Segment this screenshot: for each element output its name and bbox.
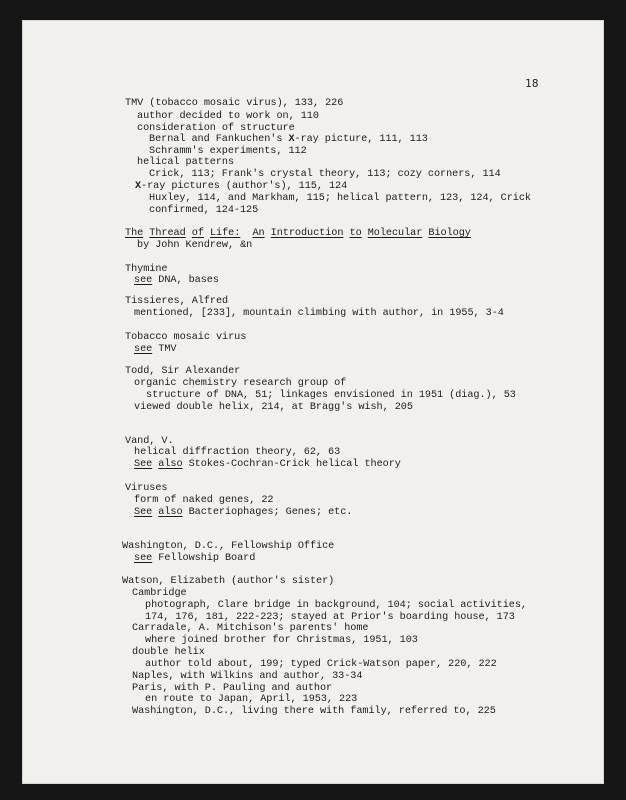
cross-reference	[134, 508, 352, 518]
entry-heading-washington: Washington, D.C., Fellowship Office	[122, 541, 335, 552]
also-link: also	[158, 507, 183, 518]
see-link: see	[134, 344, 153, 355]
title-word: to	[349, 228, 362, 239]
entry-heading-todd: Todd, Sir Alexander	[125, 366, 241, 377]
entry-line: author decided to work on, 110	[137, 111, 319, 122]
entry-line: photograph, Clare bridge in background, 104; social activities,	[145, 600, 528, 611]
see-link: see	[134, 275, 153, 286]
reference-text: Fellowship Board	[152, 553, 256, 564]
entry-line: viewed double helix, 214, at Bragg's wish, 205	[134, 402, 413, 413]
entry-heading-vand: Vand, V.	[125, 436, 174, 447]
entry-line: Huxley, 114, and Markham, 115; helical pattern, 123, 124, Crick	[149, 193, 532, 204]
entry-line: where joined brother for Christmas, 1951, 103	[145, 635, 418, 646]
entry-line: Paris, with P. Pauling and author	[132, 683, 333, 694]
entry-heading-thymine: Thymine	[125, 264, 168, 275]
reference-text: DNA, bases	[152, 275, 219, 286]
entry-heading-tobacco: Tobacco mosaic virus	[125, 332, 247, 343]
entry-heading-book-title	[125, 229, 471, 239]
cross-reference	[134, 460, 401, 470]
entry-line: Cambridge	[132, 588, 187, 599]
entry-line: form of naked genes, 22	[134, 495, 274, 506]
entry-line: organic chemistry research group of	[134, 378, 347, 389]
cross-reference	[134, 276, 219, 286]
title-word: The	[125, 228, 144, 239]
entry-line: Crick, 113; Frank's crystal theory, 113; cozy corners, 114	[149, 169, 501, 180]
entry-line: consideration of structure	[137, 123, 295, 134]
see-link: see	[134, 553, 153, 564]
entry-line: helical patterns	[137, 157, 235, 168]
title-word: An	[252, 228, 265, 239]
title-word: Life:	[209, 228, 241, 239]
entry-line: en route to Japan, April, 1953, 223	[145, 694, 358, 705]
entry-line: confirmed, 124-125	[149, 205, 259, 216]
entry-heading-watson: Watson, Elizabeth (author's sister)	[122, 576, 335, 587]
entry-text: -ray picture, 111, 113	[294, 134, 428, 145]
cross-reference	[134, 554, 255, 564]
entry-line: Carradale, A. Mitchison's parents' home	[132, 623, 369, 634]
entry-line: double helix	[132, 647, 205, 658]
see-link: See	[134, 459, 153, 470]
title-word: of	[191, 228, 204, 239]
also-link: also	[158, 459, 183, 470]
entry-line: helical diffraction theory, 62, 63	[134, 447, 341, 458]
entry-heading-tmv: TMV (tobacco mosaic virus), 133, 226	[125, 98, 344, 109]
entry-line: Naples, with Wilkins and author, 33-34	[132, 671, 363, 682]
title-word: Biology	[428, 228, 471, 239]
entry-line: Schramm's experiments, 112	[149, 146, 307, 157]
entry-text: -ray pictures (author's), 115, 124	[141, 181, 348, 192]
entry-heading-tissieres: Tissieres, Alfred	[125, 296, 229, 307]
cross-reference	[134, 345, 176, 355]
entry-line: structure of DNA, 51; linkages envisioned in 1951 (diag.), 53	[146, 390, 516, 401]
x-ray-symbol: X	[288, 134, 295, 145]
entry-line: mentioned, [233], mountain climbing with author, in 1955, 3-4	[134, 308, 504, 319]
entry-line: author told about, 199; typed Crick-Watson paper, 220, 222	[145, 659, 497, 670]
page-number: 18	[525, 77, 539, 90]
entry-line	[135, 182, 347, 192]
entry-line: by John Kendrew, &n	[137, 240, 253, 251]
reference-text: Stokes-Cochran-Crick helical theory	[182, 459, 401, 470]
entry-line: 174, 176, 181, 222-223; stayed at Prior's boarding house, 173	[145, 612, 515, 623]
reference-text: Bacteriophages; Genes; etc.	[182, 507, 353, 518]
reference-text: TMV	[152, 344, 177, 355]
entry-heading-viruses: Viruses	[125, 483, 168, 494]
title-word: Thread	[149, 228, 186, 239]
entry-text: Bernal and Fankuchen's	[149, 134, 289, 145]
title-word: Molecular	[367, 228, 423, 239]
see-link: See	[134, 507, 153, 518]
title-word: Introduction	[270, 228, 344, 239]
entry-line: Washington, D.C., living there with family, referred to, 225	[132, 706, 496, 717]
entry-line	[149, 135, 428, 145]
x-ray-symbol: X	[135, 181, 142, 192]
